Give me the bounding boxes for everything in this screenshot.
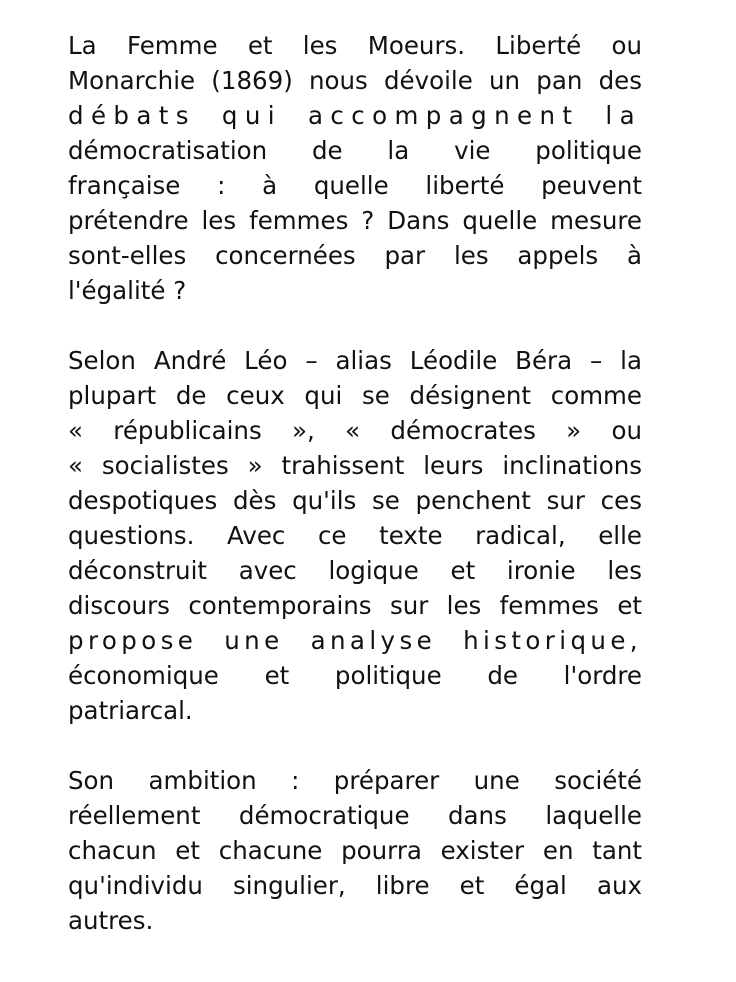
- text-line: « socialistes » trahissent leurs inclinations: [68, 451, 642, 480]
- text-line: réellement démocratique dans laquelle: [68, 801, 642, 830]
- text-line: déconstruit avec logique et ironie les: [68, 556, 642, 585]
- text-line: propose une analyse historique,: [68, 626, 642, 655]
- text-line: La Femme et les Moeurs. Liberté ou: [68, 31, 642, 60]
- text-line: l'égalité ?: [68, 276, 187, 305]
- paragraph-ambition: [68, 763, 642, 938]
- text-line: prétendre les femmes ? Dans quelle mesure: [68, 206, 642, 235]
- text-line: française : à quelle liberté peuvent: [68, 171, 642, 200]
- text-line: discours contemporains sur les femmes et: [68, 591, 642, 620]
- text-line: patriarcal.: [68, 696, 193, 725]
- text-line: économique et politique de l'ordre: [68, 661, 642, 690]
- text-line: qu'individu singulier, libre et égal aux: [68, 871, 642, 900]
- text-line: plupart de ceux qui se désignent comme: [68, 381, 642, 410]
- text-line: autres.: [68, 906, 154, 935]
- text-line: Monarchie (1869) nous dévoile un pan des: [68, 66, 642, 95]
- text-line: questions. Avec ce texte radical, elle: [68, 521, 642, 550]
- text-line: despotiques dès qu'ils se penchent sur ces: [68, 486, 642, 515]
- text-line: sont-elles concernées par les appels à: [68, 241, 642, 270]
- text-line: « républicains », « démocrates » ou: [68, 416, 642, 445]
- text-line: Selon André Léo – alias Léodile Béra – la: [68, 346, 642, 375]
- paragraph-andre-leo: [68, 343, 642, 728]
- text-line: débats qui accompagnent la: [68, 101, 642, 130]
- text-line: chacun et chacune pourra exister en tant: [68, 836, 642, 865]
- text-line: Son ambition : préparer une société: [68, 766, 642, 795]
- paragraph-intro: [68, 28, 642, 308]
- text-line: démocratisation de la vie politique: [68, 136, 642, 165]
